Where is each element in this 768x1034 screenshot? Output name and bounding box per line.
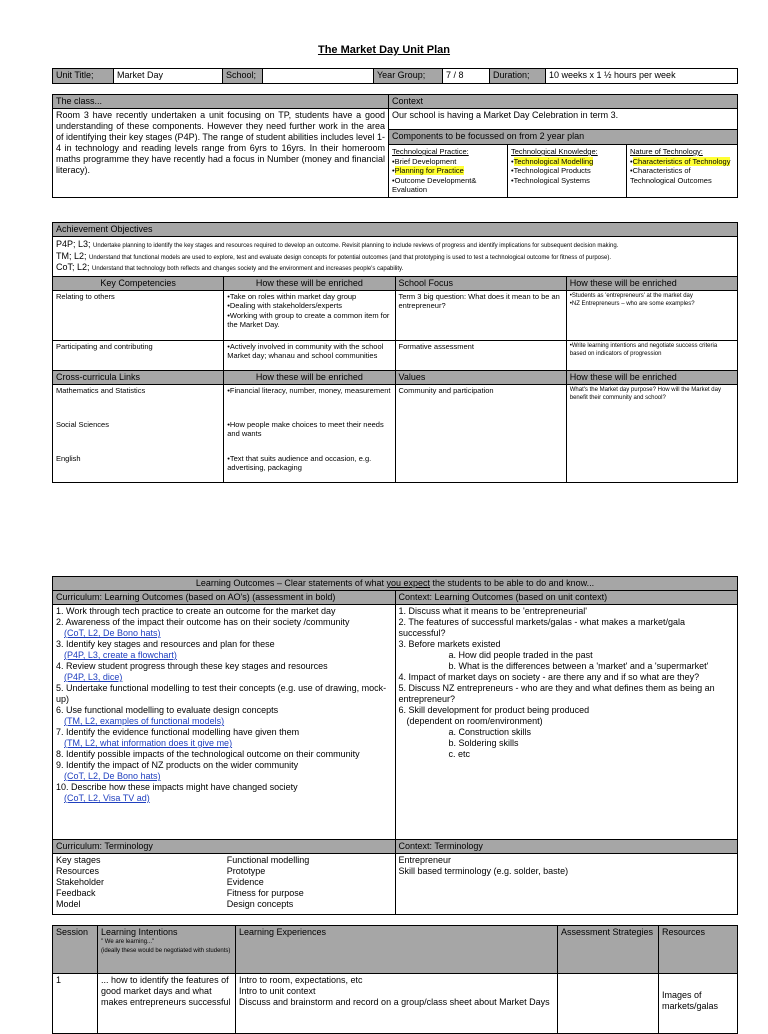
kc-enriched-heading: How these will be enriched: [224, 276, 395, 290]
document-title: The Market Day Unit Plan: [317, 44, 451, 56]
school-focus-heading: School Focus: [395, 276, 566, 290]
context-outcome-item: a. How did people traded in the past: [448, 650, 593, 660]
values-name: Community and participation: [395, 384, 566, 482]
session-intention: ... how to identify the features of good market days and what makes entrepreneurs successful: [98, 974, 236, 1034]
tk-item: • Technological Products: [511, 166, 623, 176]
sf-name: Term 3 big question: What does it mean to be an entrepreneur?: [395, 290, 566, 340]
tp-item: • Outcome Development& Evaluation: [392, 176, 504, 195]
nt-column: [627, 145, 738, 197]
tk-heading: Technological Knowledge:: [511, 147, 598, 156]
cc-names: Mathematics and Statistics Social Sciences English: [53, 384, 224, 482]
curriculum-outcome-item[interactable]: (TM, L2, what information does it give me): [64, 738, 233, 748]
sf-items: • Students as 'entrepreneurs' at the market day • NZ Entrepreneurs – who are some examples?: [566, 290, 737, 340]
objectives-table: [52, 222, 738, 483]
curriculum-outcome-item[interactable]: (TM, L2, examples of functional models): [64, 716, 225, 726]
cc-enriched-heading: How these will be enriched: [224, 370, 395, 384]
curriculum-outcome-item: 4. Review student progress through these key stages and resources: [56, 661, 328, 671]
context-outcome-item: b. What is the differences between a 'market' and a 'supermarket': [448, 661, 709, 671]
curriculum-terminology-heading: Curriculum: Terminology: [53, 840, 396, 854]
session-experiences: Intro to room, expectations, etc Intro to unit context Discuss and brainstorm and record on a group/class sheet about Market Days: [236, 974, 558, 1034]
achievement-row: P4P; L3; Undertake planning to identify the key stages and resources required to develop an outcome. Revisit planning to include reviews of progress and identify implications for subsequent decision making.: [56, 239, 619, 249]
context-heading: Context: [389, 95, 738, 109]
curriculum-outcome-item: 8. Identify possible impacts of the technological outcome on their community: [56, 749, 360, 759]
context-outcome-item: 1. Discuss what it means to be 'entrepreneurial': [398, 606, 588, 616]
year-group-value: 7 / 8: [443, 69, 490, 84]
context-outcome-item: 2. The features of successful markets/galas - what makes a market/gala successful?: [398, 617, 685, 638]
kc-name: Participating and contributing: [53, 340, 224, 370]
context-outcome-item: 5. Discuss NZ entrepreneurs - who are they and what defines them as being an entrepreneur?: [398, 683, 715, 704]
context-terminology-heading: Context: Terminology: [395, 840, 738, 854]
terminology-col2: Functional modelling Prototype Evidence Fitness for purpose Design concepts: [224, 854, 395, 915]
kc-items: • Take on roles within market day group • Dealing with stakeholders/experts • Working with group to create a common item for the Market Day.: [224, 290, 395, 340]
components-heading: Components to be focussed on from 2 year plan: [389, 130, 738, 145]
session-assessment: [558, 974, 659, 1034]
terminology-col1: Key stages Resources Stakeholder Feedback Model: [53, 854, 224, 915]
curriculum-outcome-item[interactable]: (CoT, L2, Visa TV ad): [64, 793, 150, 803]
curriculum-outcome-item: 9. Identify the impact of NZ products on the wider community: [56, 760, 299, 770]
context-description: Our school is having a Market Day Celebration in term 3.: [389, 109, 738, 130]
key-competencies-heading: Key Competencies: [53, 276, 224, 290]
intentions-header: Learning Intentions " We are learning..." (ideally these would be negotiated with students): [98, 926, 236, 974]
school-value: [263, 69, 374, 84]
context-outcome-item: c. etc: [448, 749, 471, 759]
sf-enriched-heading: How these will be enriched: [566, 276, 737, 290]
nt-item: • Characteristics of Technological Outcomes: [630, 166, 734, 185]
year-group-label: Year Group;: [374, 69, 443, 84]
curriculum-outcome-item: 5. Undertake functional modelling to test their concepts (e.g. use of drawing, mock-up): [56, 683, 387, 704]
school-label: School;: [223, 69, 263, 84]
session-header: Session: [53, 926, 98, 974]
curriculum-outcome-item[interactable]: (CoT, L2, De Bono hats): [64, 771, 161, 781]
curriculum-lo-list: [53, 605, 396, 840]
unit-title-value: Market Day: [114, 69, 223, 84]
class-heading: The class...: [53, 95, 389, 109]
achievement-row: TM; L2; Understand that functional models are used to explore, test and evaluate design concepts for potential outcomes (and that prototyping is used to test a technological outcome for fitness of purpose).: [56, 250, 612, 261]
achievement-rows: [53, 237, 738, 277]
curriculum-lo-heading: Curriculum: Learning Outcomes (based on AO's) (assessment in bold): [53, 591, 396, 605]
context-lo-list: [395, 605, 738, 840]
cross-curricula-heading: Cross-curricula Links: [53, 370, 224, 384]
curriculum-outcome-item[interactable]: (P4P, L3, create a flowchart): [64, 650, 177, 660]
learning-outcomes-table: [52, 576, 738, 915]
tp-column: [389, 145, 508, 197]
assessment-header: Assessment Strategies: [558, 926, 659, 974]
session-resources: Images of markets/galas: [659, 974, 738, 1034]
curriculum-outcome-item: 6. Use functional modelling to evaluate design concepts: [56, 705, 279, 715]
curriculum-outcome-item: 2. Awareness of the impact their outcome has on their society /community: [56, 617, 350, 627]
sf-name: Formative assessment: [395, 340, 566, 370]
curriculum-outcome-item: 1. Work through tech practice to create an outcome for the market day: [56, 606, 336, 616]
class-context-table: [52, 94, 738, 198]
experiences-header: Learning Experiences: [236, 926, 558, 974]
curriculum-outcome-item: 7. Identify the evidence functional modelling have given them: [56, 727, 300, 737]
class-description: Room 3 have recently undertaken a unit focusing on TP, students have a good understanding of these components. However they need further work in the area of identifying their key stages (P4P). The range of student abilities includes level 1-4 in technology and reading levels range from 6yrs to 16yrs. In their homeroom maths programme they have recently had a focus in Number (money and financial literacy).: [53, 109, 389, 198]
sf-items: • Write learning intentions and negotiate success criteria based on indicators of progression: [566, 340, 737, 370]
curriculum-outcome-item: 3. Identify key stages and resources and plan for these: [56, 639, 275, 649]
context-outcome-item: b. Soldering skills: [448, 738, 519, 748]
duration-label: Duration;: [490, 69, 546, 84]
tk-item: • Technological Systems: [511, 176, 623, 186]
context-outcome-item: a. Construction skills: [448, 727, 532, 737]
kc-name: Relating to others: [53, 290, 224, 340]
curriculum-outcome-item: 10. Describe how these impacts might have changed society: [56, 782, 298, 792]
session-number: 1: [53, 974, 98, 1034]
duration-value: 10 weeks x 1 ½ hours per week: [546, 69, 738, 84]
sessions-table: [52, 925, 738, 1034]
values-enriched-heading: How these will be enriched: [566, 370, 737, 384]
context-terminology: Entrepreneur Skill based terminology (e.g. solder, baste): [395, 854, 738, 915]
kc-items: • Actively involved in community with the school Market day; whanau and school communities: [224, 340, 395, 370]
achievement-heading: Achievement Objectives: [53, 223, 738, 237]
context-outcome-item: 6. Skill development for product being produced: [398, 705, 590, 715]
tp-heading: Technological Practice:: [392, 147, 469, 156]
values-heading: Values: [395, 370, 566, 384]
unit-title-label: Unit Title;: [53, 69, 114, 84]
nt-heading: Nature of Technology:: [630, 147, 703, 156]
components-cell: [389, 145, 738, 198]
context-lo-heading: Context: Learning Outcomes (based on unit context): [395, 591, 738, 605]
tp-item: • Planning for Practice: [392, 166, 504, 176]
tp-item: • Brief Development: [392, 157, 504, 167]
tk-column: [508, 145, 627, 197]
curriculum-outcome-item[interactable]: (P4P, L3, dice): [64, 672, 123, 682]
context-outcome-item: (dependent on room/environment): [406, 716, 543, 726]
nt-item: • Characteristics of Technology: [630, 157, 734, 167]
unit-header-table: [52, 68, 738, 84]
achievement-row: CoT; L2; Understand that technology both reflects and changes society and the environment and increases people's capability.: [56, 262, 404, 272]
resources-header: Resources: [659, 926, 738, 974]
learning-outcomes-banner: Learning Outcomes – Clear statements of what you expect the students to be able to do and know...: [53, 577, 738, 591]
values-text: What's the Market day purpose? How will the Market day benefit their community and school?: [566, 384, 737, 482]
curriculum-outcome-item[interactable]: (CoT, L2, De Bono hats): [64, 628, 161, 638]
tk-item: • Technological Modelling: [511, 157, 623, 167]
context-outcome-item: 3. Before markets existed: [398, 639, 501, 649]
cc-items: • Financial literacy, number, money, measurement • How people make choices to meet their needs and wants • Text that suits audience and occasion, e.g. advertising, packaging: [224, 384, 395, 482]
context-outcome-item: 4. Impact of market days on society - are there any and if so what are they?: [398, 672, 700, 682]
